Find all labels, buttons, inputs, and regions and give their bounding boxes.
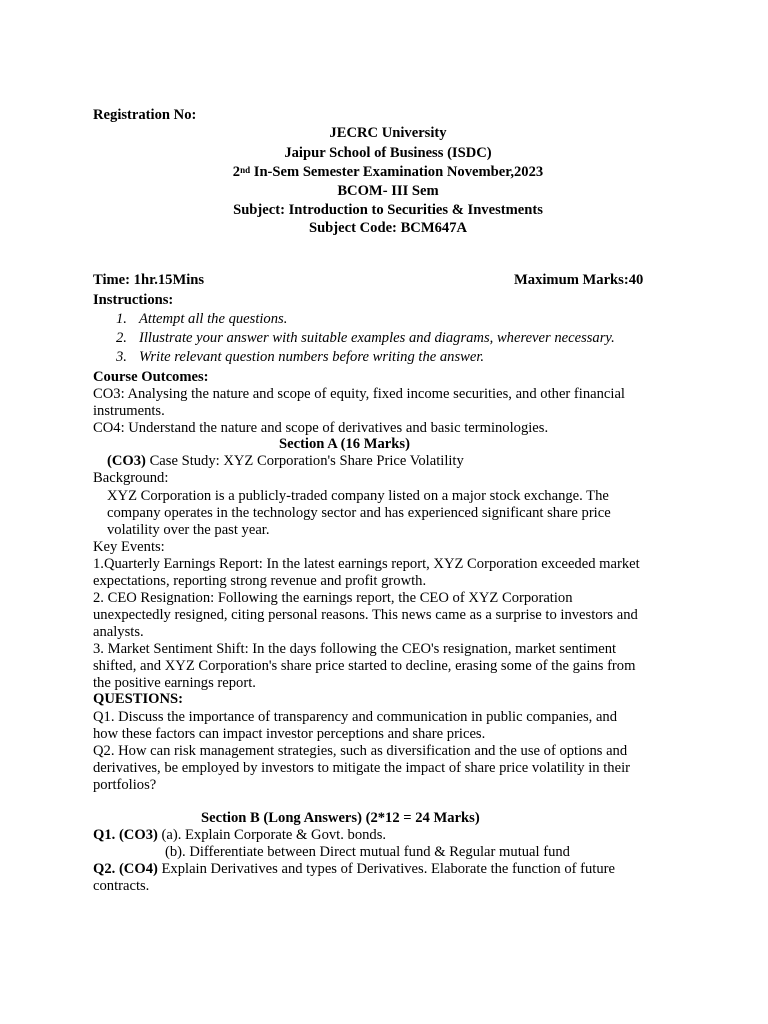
background-text-line: volatility over the past year. xyxy=(107,522,270,538)
registration-label: Registration No: xyxy=(93,107,197,123)
instruction-item: 3. Write relevant question numbers before writing the answer. xyxy=(116,349,485,365)
q1-tag: Q1. (CO3) xyxy=(93,827,158,843)
key-event-line: analysts. xyxy=(93,624,144,640)
instruction-item: 2. Illustrate your answer with suitable examples and diagrams, wherever necessary. xyxy=(116,330,615,346)
school-name: Jaipur School of Business (ISDC) xyxy=(284,145,492,161)
course-outcomes-heading: Course Outcomes: xyxy=(93,369,209,385)
key-event-line: expectations, reporting strong revenue and profit growth. xyxy=(93,573,427,589)
instructions-heading: Instructions: xyxy=(93,292,174,308)
university-name: JECRC University xyxy=(329,125,447,141)
q1-part-a: (a). Explain Corporate & Govt. bonds. xyxy=(157,827,387,843)
key-event-line: 2. CEO Resignation: Following the earnings report, the CEO of XYZ Corporation xyxy=(93,590,573,606)
key-event-line: 1.Quarterly Earnings Report: In the latest earnings report, XYZ Corporation exceeded market xyxy=(93,556,640,572)
section-a-heading: Section A (16 Marks) xyxy=(279,436,410,452)
exam-ordinal: 2 xyxy=(232,164,241,180)
exam-title-text: In-Sem Semester Examination November,2023 xyxy=(253,164,544,180)
key-events-label: Key Events: xyxy=(93,539,165,555)
section-b-heading: Section B (Long Answers) (2*12 = 24 Marks) xyxy=(201,810,480,826)
co4-text: CO4: Understand the nature and scope of derivatives and basic terminologies. xyxy=(93,420,549,436)
key-event-line: the positive earnings report. xyxy=(93,675,256,691)
program-name: BCOM- III Sem xyxy=(337,183,439,199)
question-line: derivatives, be employed by investors to mitigate the impact of share price volatility in their xyxy=(93,760,630,776)
case-study-title-text: Case Study: XYZ Corporation's Share Price Volatility xyxy=(145,453,464,469)
exam-time: Time: 1hr.15Mins xyxy=(93,272,205,288)
instruction-item: 1. Attempt all the questions. xyxy=(116,311,288,327)
subject-title: Subject: Introduction to Securities & Investments xyxy=(233,202,543,218)
key-event-line: 3. Market Sentiment Shift: In the days following the CEO's resignation, market sentiment xyxy=(93,641,617,657)
question-line: Q1. Discuss the importance of transparency and communication in public companies, and xyxy=(93,709,618,725)
question-line: Q2. How can risk management strategies, such as diversification and the use of options and xyxy=(93,743,628,759)
section-b-q1 xyxy=(93,827,683,844)
questions-label: QUESTIONS: xyxy=(93,691,184,707)
co3-text-line: instruments. xyxy=(93,403,165,419)
exam-ordinal-suffix: nd xyxy=(240,165,251,175)
q2-text: Explain Derivatives and types of Derivatives. Elaborate the function of future xyxy=(157,861,615,877)
background-text-line: XYZ Corporation is a publicly-traded company listed on a major stock exchange. The xyxy=(107,488,609,504)
case-study-title xyxy=(107,453,697,470)
exam-title xyxy=(93,164,683,181)
subject-code: Subject Code: BCM647A xyxy=(308,220,468,236)
co3-text-line: CO3: Analysing the nature and scope of equity, fixed income securities, and other financial xyxy=(93,386,625,402)
case-study-co-tag: (CO3) xyxy=(107,453,146,469)
q1-part-b: (b). Differentiate between Direct mutual fund & Regular mutual fund xyxy=(165,844,570,860)
key-event-line: unexpectedly resigned, citing personal reasons. This news came as a surprise to investors and xyxy=(93,607,638,623)
maximum-marks: Maximum Marks:40 xyxy=(514,272,644,288)
question-line: portfolios? xyxy=(93,777,157,793)
key-event-line: shifted, and XYZ Corporation's share price started to decline, erasing some of the gains from xyxy=(93,658,636,674)
background-text-line: company operates in the technology sector and has experienced significant share price xyxy=(107,505,611,521)
background-label: Background: xyxy=(93,470,169,486)
q2-text-continued: contracts. xyxy=(93,878,150,894)
question-line: how these factors can impact investor perceptions and share prices. xyxy=(93,726,486,742)
section-b-q2 xyxy=(93,861,683,878)
q2-tag: Q2. (CO4) xyxy=(93,861,158,877)
